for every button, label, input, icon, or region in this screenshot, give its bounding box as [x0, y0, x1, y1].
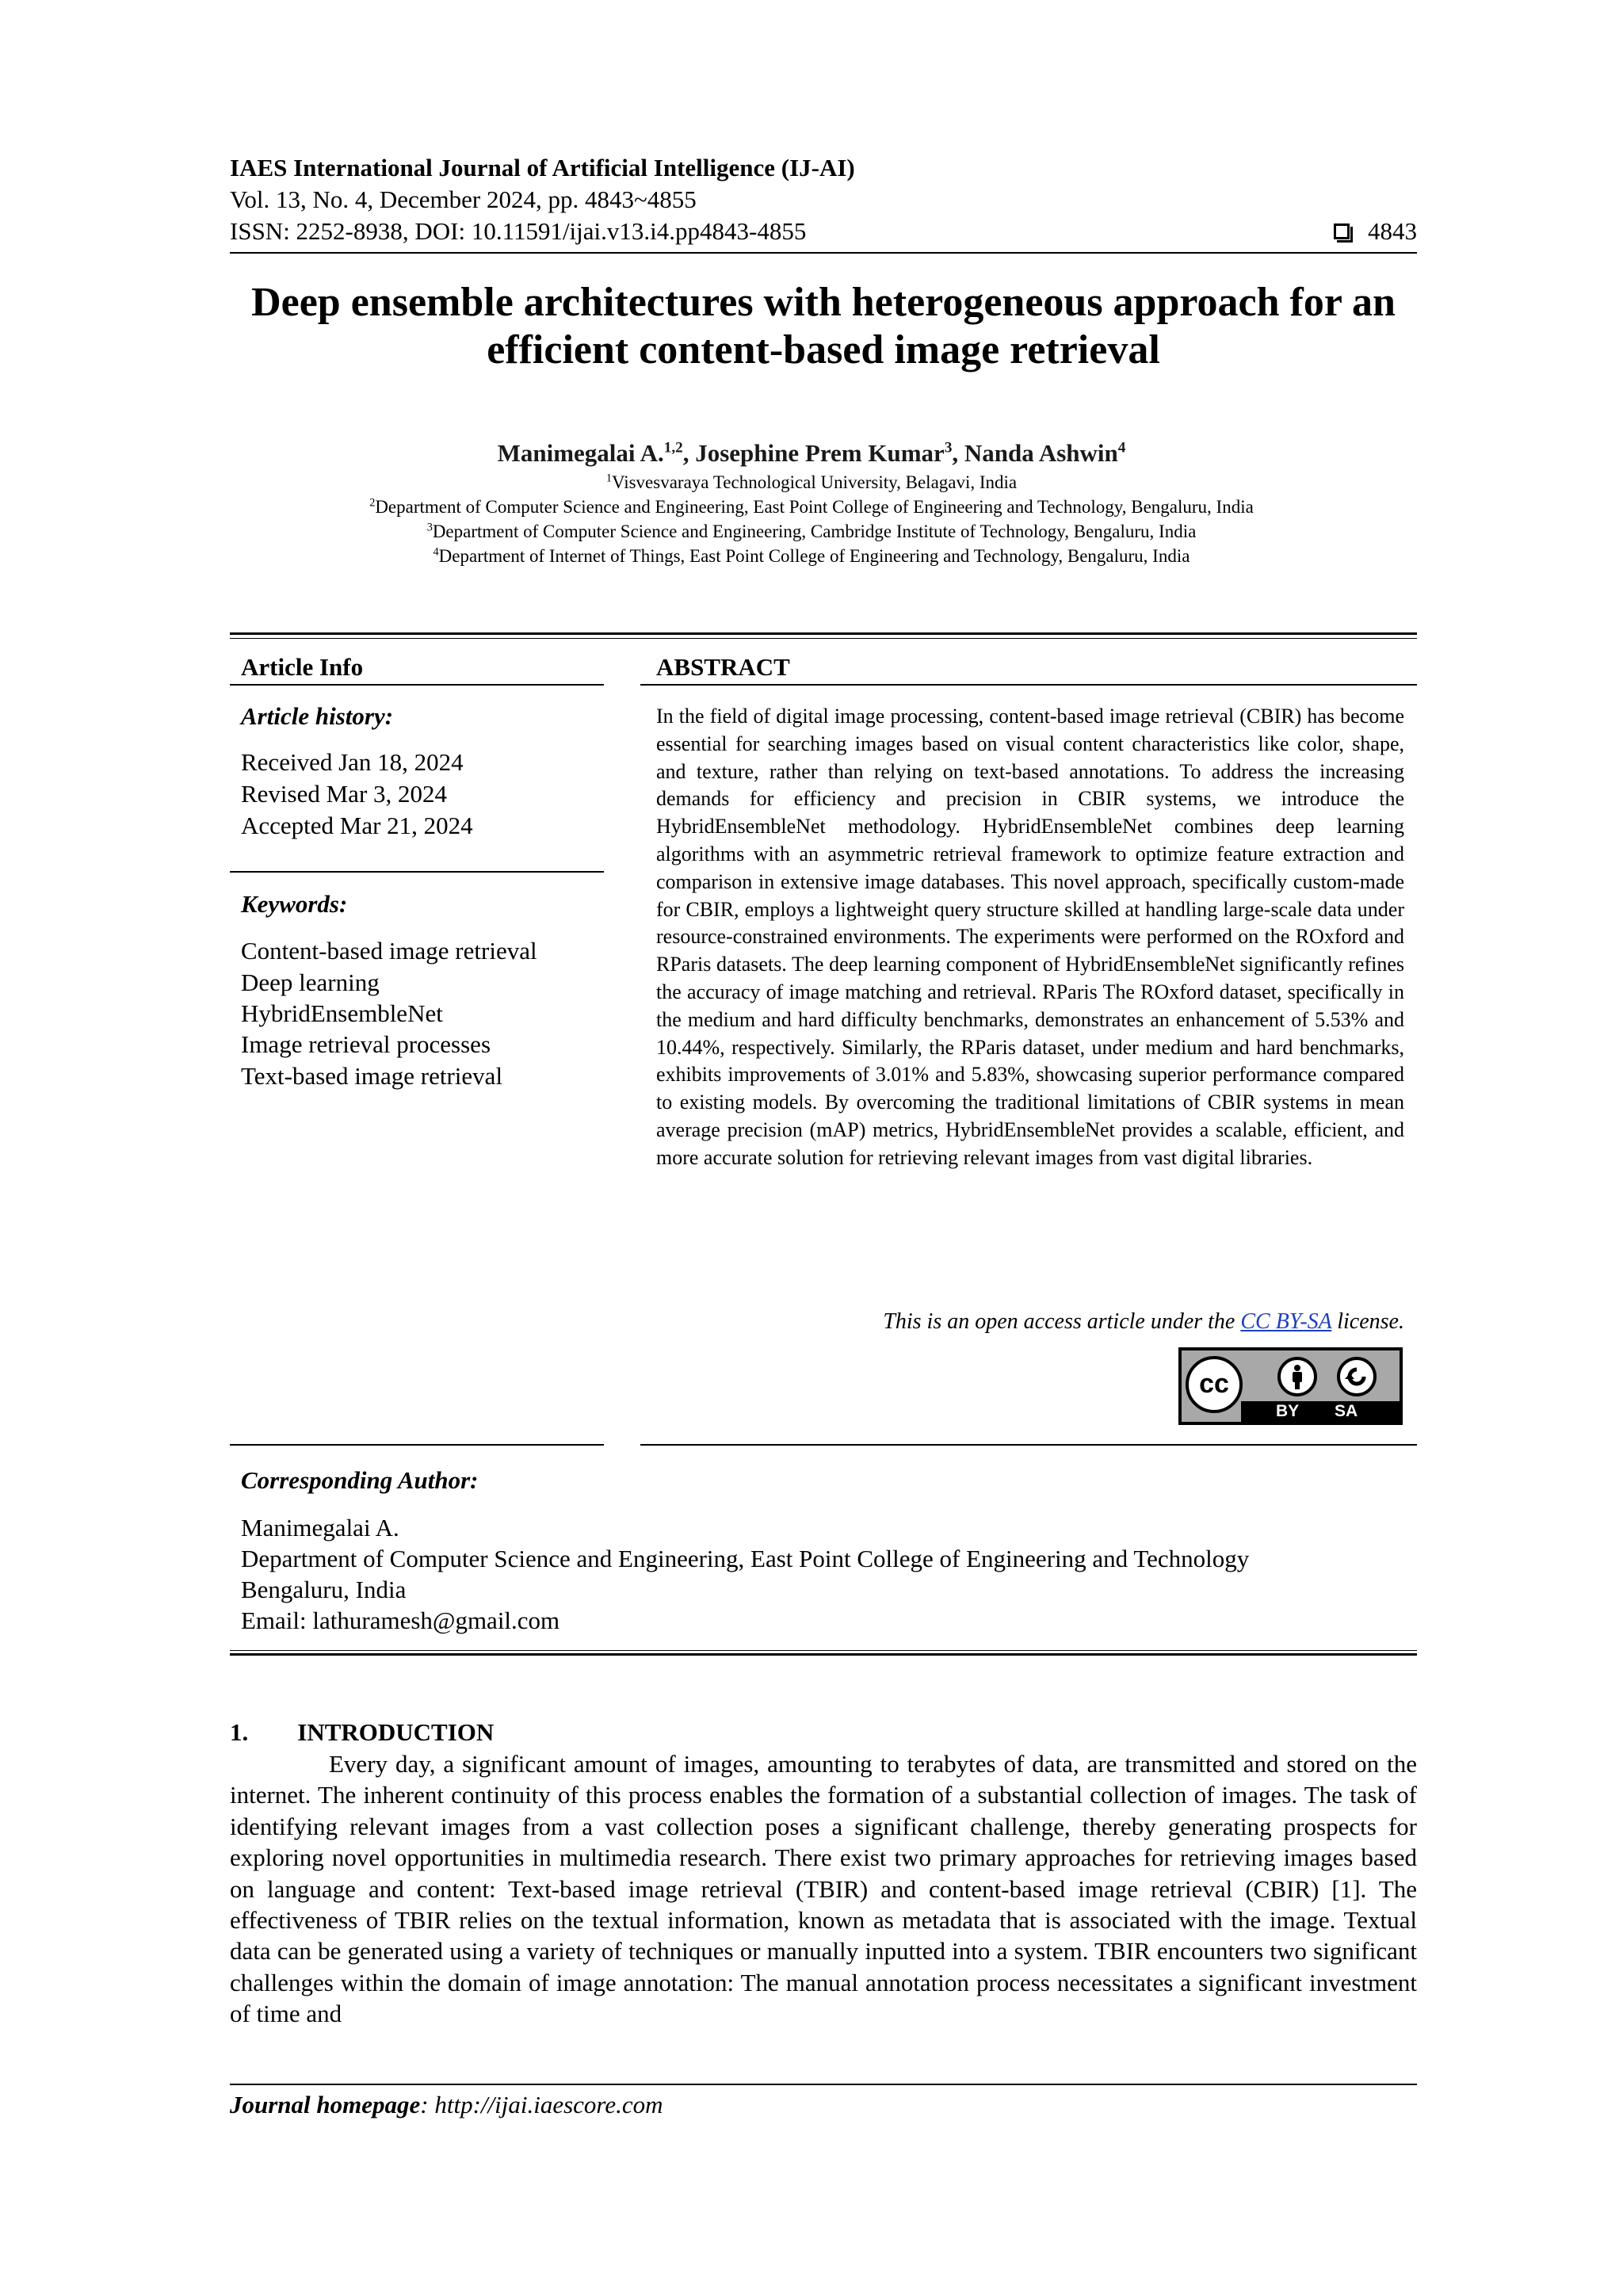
license-statement: This is an open access article under the CC BY-SA license. [883, 1309, 1404, 1334]
article-info-rule [230, 684, 604, 686]
abstract-rule [640, 684, 1417, 686]
cc-logo-icon: cc [1186, 1356, 1243, 1413]
author-name: Josephine Prem Kumar [695, 439, 945, 467]
journal-homepage: Journal homepage: http://ijai.iaescore.com [230, 2091, 663, 2118]
corresponding-author-department: Department of Computer Science and Engineering, East Point College of Engineering and Technology [241, 1545, 1250, 1572]
keyword-item: Image retrieval processes [241, 1030, 491, 1058]
cc-sa-label: SA [1335, 1402, 1358, 1420]
affiliation: $^3$Department of Computer Science and Engineering, Cambridge Institute of Technology, Bengaluru, India [426, 521, 1197, 541]
corresponding-author-email: Email: lathuramesh@gmail.com [241, 1606, 560, 1634]
corresponding-author-heading: Corresponding Author: [241, 1466, 479, 1494]
cc-by-label: BY [1276, 1402, 1300, 1420]
header-rule [230, 252, 1417, 254]
license-link[interactable]: CC BY-SA [1240, 1309, 1332, 1334]
author-name: Nanda Ashwin [964, 439, 1118, 467]
section-heading-introduction: 1. INTRODUCTION [230, 1718, 495, 1746]
abstract-bottom-rule [640, 1444, 1417, 1446]
author-name: Manimegalai A. [497, 439, 664, 467]
info-top-rule [230, 632, 1417, 635]
author-list: Manimegalai A.$^{1,2}$, Josephine Prem Kumar$^3$, Nanda Ashwin$^4$ [497, 439, 1126, 467]
keywords-rule [230, 871, 604, 873]
square-icon [1334, 223, 1350, 239]
attribution-icon [1277, 1357, 1317, 1396]
corresponding-author-city: Bengaluru, India [241, 1576, 407, 1603]
homepage-url: : http://ijai.iaescore.com [420, 2091, 663, 2118]
keywords-heading: Keywords: [241, 890, 348, 918]
keyword-item: HybridEnsembleNet [241, 999, 443, 1027]
accepted-date: Accepted Mar 21, 2024 [241, 812, 473, 839]
footer-rule [230, 2084, 1417, 2085]
affiliation: $^1$Visvesvaraya Technological University, Belagavi, India [605, 472, 1018, 492]
author-affiliation-mark: 1,2 [663, 439, 683, 457]
author-affiliation-mark: 3 [944, 439, 953, 457]
affiliation: $^4$Department of Internet of Things, East Point College of Engineering and Technology, Bengaluru, India [433, 545, 1190, 566]
journal-name: IAES International Journal of Artificial Intelligence (IJ-AI) [230, 154, 855, 181]
cc-strip [1241, 1401, 1400, 1422]
author-affiliation-mark: 4 [1117, 439, 1126, 457]
article-history-heading: Article history: [241, 702, 394, 730]
info-bottom-rule-thin [230, 1650, 1417, 1651]
info-top-rule-thin [230, 638, 1417, 639]
article-info-bottom-rule [230, 1444, 604, 1446]
abstract-heading: ABSTRACT [656, 653, 790, 681]
volume-info: Vol. 13, No. 4, December 2024, pp. 4843~4855 [230, 185, 697, 213]
paper-title: Deep ensemble architectures with heterogeneous approach for an efficient content-based image retrieval [251, 280, 1396, 372]
received-date: Received Jan 18, 2024 [241, 748, 464, 776]
share-alike-icon [1337, 1357, 1377, 1396]
abstract-text: In the field of digital image processing, content-based image retrieval (CBIR) has become essential for searching images based on visual content characteristics like color, shape, and texture, rather than relying on text-based annotations. To address the increasing demands for efficiency and precision in CBIR systems, we introduce the HybridEnsembleNet methodology. HybridEnsembleNet combines deep learning algorithms with an asymmetric retrieval framework to optimize feature extraction and comparison in extensive image databases. This novel approach, specifically custom-made for CBIR, employs a lightweight query structure skilled at handling large-scale data under resource-constrained environments. The experiments were performed on the ROxford and RParis datasets. The deep learning component of HybridEnsembleNet significantly refines the accuracy of image matching and retrieval. RParis The ROxford dataset, specifically in the medium and hard difficulty benchmarks, demonstrates an enhancement of 5.53% and 10.44%, respectively. Similarly, the RParis dataset, under medium and hard benchmarks, exhibits improvements of 3.01% and 5.83%, showcasing superior performance compared to existing models. By overcoming the traditional limitations of CBIR systems in mean average precision (mAP) metrics, HybridEnsembleNet provides a scalable, efficient, and more accurate solution for retrieving relevant images from vast digital libraries. [656, 705, 1404, 1169]
corresponding-author-name: Manimegalai A. [241, 1514, 399, 1541]
info-bottom-rule [230, 1653, 1417, 1656]
affiliation: $^2$Department of Computer Science and Engineering, East Point College of Engineering and Technology, Bengaluru, India [369, 496, 1254, 517]
keyword-item: Deep learning [241, 968, 380, 996]
issn-doi: ISSN: 2252-8938, DOI: 10.11591/ijai.v13.i4.pp4843-4855 [230, 217, 807, 245]
keyword-item: Content-based image retrieval [241, 937, 537, 965]
page-number: 4843 [1368, 217, 1417, 245]
revised-date: Revised Mar 3, 2024 [241, 780, 448, 808]
cc-by-sa-icon[interactable] [1178, 1347, 1403, 1425]
keyword-item: Text-based image retrieval [241, 1062, 503, 1090]
introduction-text: Every day, a significant amount of images, amounting to terabytes of data, are transmitted and stored on the internet. The inherent continuity of this process enables the formation of a substantial collection of images. The task of identifying relevant images from a vast collection poses a significant challenge, thereby generating prospects for exploring novel opportunities in multimedia research. There exist two primary approaches for retrieving images based on language and content: Text-based image retrieval (TBIR) and content-based image retrieval (CBIR) [1]. The effectiveness of TBIR relies on the textual information, known as metadata that is associated with the image. Textual data can be generated using a variety of techniques or manually inputted into a system. TBIR encounters two significant challenges within the domain of image annotation: The manual annotation process necessitates a significant investment of time and [230, 1750, 1417, 2028]
article-info-heading: Article Info [241, 653, 364, 681]
